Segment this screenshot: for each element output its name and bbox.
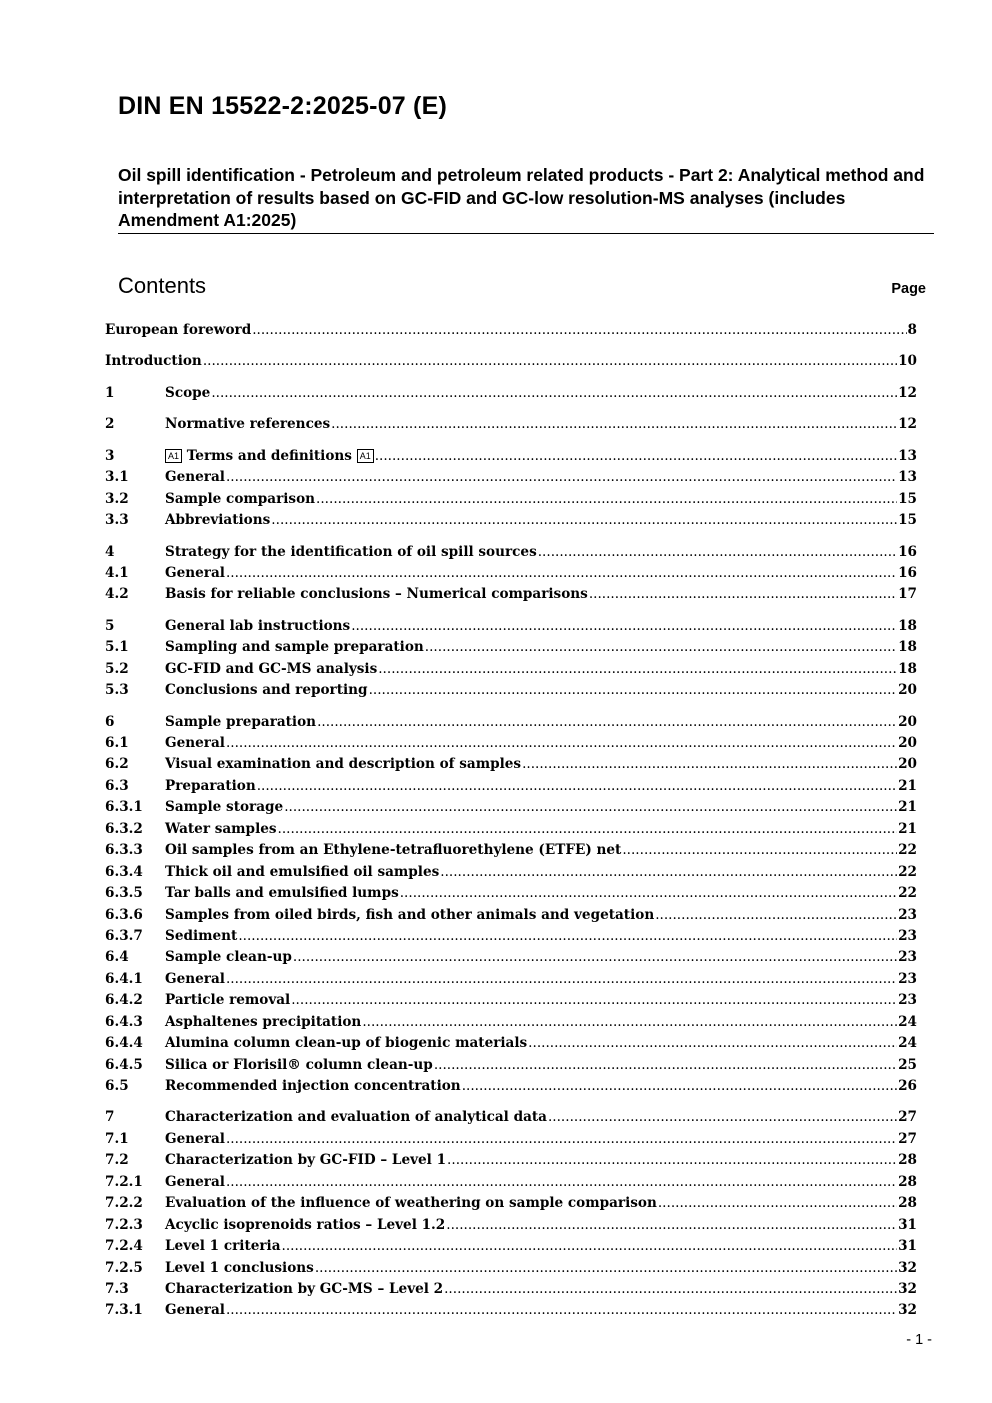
toc-entry-page: 15	[898, 512, 917, 529]
toc-entry-number: 6.5	[105, 1078, 129, 1094]
toc-entry-number: 6.3.4	[105, 863, 143, 880]
toc-entry-number: 3.2	[105, 490, 129, 507]
toc-entry[interactable]	[105, 1172, 917, 1193]
toc-entry[interactable]	[105, 320, 917, 341]
toc-entry-page: 21	[898, 799, 917, 816]
toc-entry-page: 28	[898, 1173, 917, 1190]
toc-entry-title: Sample preparation	[165, 713, 317, 730]
toc-entry[interactable]	[105, 584, 917, 605]
toc-entry-title: Terms and definitions	[186, 447, 352, 464]
toc-entry-page: 24	[898, 1035, 917, 1052]
toc-entry[interactable]	[105, 1129, 917, 1150]
toc-entry-title: Scope	[165, 384, 211, 401]
toc-entry-page: 27	[898, 1130, 917, 1147]
toc-entry-title: GC-FID and GC-MS analysis	[165, 660, 378, 677]
toc-entry-page: 18	[898, 617, 917, 634]
toc-entry[interactable]	[105, 383, 917, 404]
toc-entry-number: 7.2.4	[105, 1238, 143, 1255]
contents-heading: Contents	[118, 273, 207, 298]
toc-entry-page: 17	[898, 586, 917, 603]
toc-entry-number: 6.3.2	[105, 820, 143, 837]
toc-entry[interactable]	[105, 712, 917, 733]
toc-entry-title: General	[165, 1130, 225, 1147]
toc-entry[interactable]	[105, 862, 917, 883]
toc-dot-leader	[226, 1300, 897, 1321]
toc-entry-title-wrap	[165, 1215, 445, 1236]
toc-dot-leader	[440, 862, 897, 883]
toc-dot-leader	[226, 1172, 897, 1193]
toc-entry-title: Strategy for the identification of oil spill sources	[165, 543, 537, 560]
toc-entry-title-wrap	[165, 883, 399, 904]
toc-dot-leader	[522, 754, 897, 775]
toc-entry-title: Asphaltenes precipitation	[165, 1013, 362, 1030]
toc-entry-page: 23	[898, 927, 917, 944]
toc-entry-number: 7.2.5	[105, 1259, 143, 1276]
amendment-end-marker: A1	[357, 449, 374, 463]
toc-dot-leader	[444, 1279, 897, 1300]
toc-entry-title-wrap	[165, 637, 424, 658]
toc-entry-number: 4	[105, 543, 115, 560]
toc-entry-page: 21	[898, 820, 917, 837]
toc-entry-number: 6.3.3	[105, 842, 143, 859]
toc-dot-leader	[226, 467, 897, 488]
toc-dot-leader	[375, 446, 897, 467]
toc-entry[interactable]	[105, 776, 917, 797]
toc-entry-title: Water samples	[165, 820, 277, 837]
toc-dot-leader	[362, 1012, 897, 1033]
toc-entry-title-wrap	[165, 680, 368, 701]
toc-entry-page: 23	[898, 949, 917, 966]
toc-entry-number: 6	[105, 713, 115, 730]
toc-dot-leader	[291, 990, 897, 1011]
toc-entry-title: Sample storage	[165, 799, 284, 816]
toc-entry-number: 7.2.3	[105, 1216, 143, 1233]
toc-entry-title-wrap	[165, 754, 521, 775]
toc-entry-title-wrap	[165, 1076, 461, 1097]
toc-entry[interactable]	[105, 510, 917, 531]
toc-entry-title: Acyclic isoprenoids ratios – Level 1.2	[165, 1216, 446, 1233]
toc-entry-page: 26	[898, 1078, 917, 1094]
toc-entry-page: 16	[898, 543, 917, 560]
toc-dot-leader	[658, 1193, 897, 1214]
toc-entry-title: Tar balls and emulsified lumps	[165, 885, 399, 902]
toc-entry-title: General	[165, 1173, 225, 1190]
toc-dot-leader	[589, 584, 897, 605]
toc-entry-number: 5.3	[105, 682, 129, 699]
toc-entry-title: General lab instructions	[165, 617, 351, 634]
toc-entry-number: 6.1	[105, 735, 129, 751]
toc-entry-page: 22	[898, 885, 917, 902]
toc-entry-title-wrap	[165, 990, 290, 1011]
toc-entry-number: 6.3.7	[105, 927, 143, 944]
toc-entry-page: 31	[898, 1238, 917, 1255]
toc-entry[interactable]	[105, 563, 917, 584]
toc-entry-title: General	[165, 1302, 225, 1319]
toc-entry-page: 27	[898, 1109, 917, 1126]
toc-dot-leader	[238, 926, 897, 947]
toc-entry-title: Introduction	[105, 353, 202, 370]
toc-entry-title-wrap	[165, 840, 621, 861]
toc-entry-title-wrap	[165, 797, 283, 818]
toc-entry-title: Sampling and sample preparation	[165, 639, 424, 656]
toc-entry-number: 7.2	[105, 1152, 129, 1169]
toc-entry-page: 18	[898, 639, 917, 656]
toc-entry-title: General	[165, 469, 225, 486]
toc-entry-title: Level 1 conclusions	[165, 1259, 314, 1276]
toc-entry-title: Alumina column clean-up of biogenic materials	[165, 1035, 528, 1052]
toc-entry-title-wrap	[165, 905, 654, 926]
toc-entry[interactable]	[105, 1193, 917, 1214]
toc-entry[interactable]	[105, 489, 917, 510]
toc-dot-leader	[284, 797, 897, 818]
toc-entry-title-wrap	[165, 659, 377, 680]
toc-entry-title-wrap	[165, 712, 316, 733]
toc-entry-title-wrap	[165, 542, 537, 563]
toc-entry-title-wrap	[165, 414, 330, 435]
toc-entry-title: Level 1 criteria	[165, 1238, 281, 1255]
toc-entry-title-wrap	[165, 776, 256, 797]
toc-entry[interactable]	[105, 637, 917, 658]
toc-entry-page: 18	[898, 660, 917, 677]
toc-entry-title-wrap	[165, 733, 225, 754]
toc-entry-page: 15	[898, 490, 917, 507]
toc-entry-number: 7.3	[105, 1280, 129, 1297]
toc-entry-title: Characterization by GC-FID – Level 1	[165, 1152, 447, 1169]
toc-dot-leader	[528, 1033, 897, 1054]
toc-entry[interactable]	[105, 990, 917, 1011]
toc-entry-title-wrap	[165, 1012, 361, 1033]
toc-entry-page: 16	[898, 564, 917, 581]
toc-entry-number: 7.2.1	[105, 1173, 143, 1190]
toc-dot-leader	[462, 1076, 897, 1097]
toc-dot-leader	[622, 840, 897, 861]
toc-entry-number: 5.1	[105, 639, 129, 656]
toc-entry-page: 25	[898, 1056, 917, 1073]
toc-entry-number: 7.2.2	[105, 1195, 143, 1212]
toc-entry-number: 7	[105, 1109, 115, 1126]
toc-entry-page: 23	[898, 970, 917, 987]
toc-entry[interactable]	[105, 467, 917, 488]
toc-entry-number: 6.4	[105, 949, 129, 966]
toc-entry-number: 6.4.2	[105, 992, 143, 1009]
toc-entry-page: 20	[898, 713, 917, 730]
toc-entry-number: 3	[105, 447, 115, 464]
document-title: Oil spill identification - Petroleum and petroleum related products - Part 2: Analytical method and interpretation of results based on GC-FID and GC-low resolution-MS analyses (includes Amendment A1:2025)	[118, 165, 925, 230]
page-number: - 1 -	[906, 1332, 932, 1348]
toc-entry-title-wrap	[165, 489, 315, 510]
toc-entry-page: 32	[898, 1259, 917, 1276]
toc-entry-page: 23	[898, 992, 917, 1009]
toc-dot-leader	[331, 414, 897, 435]
page-column-label: Page	[891, 281, 926, 297]
toc-entry-title-wrap	[165, 969, 225, 990]
toc-entry[interactable]	[105, 883, 917, 904]
toc-dot-leader	[434, 1055, 897, 1076]
toc-entry-page: 28	[898, 1152, 917, 1169]
toc-entry-page: 12	[898, 384, 917, 401]
toc-entry-page: 22	[898, 863, 917, 880]
toc-entry[interactable]	[105, 446, 917, 467]
toc-entry-title: Sample comparison	[165, 490, 316, 507]
toc-dot-leader	[378, 659, 897, 680]
toc-dot-leader	[226, 969, 897, 990]
toc-dot-leader	[425, 637, 897, 658]
toc-entry-title: General	[165, 970, 225, 987]
toc-entry-title: Sediment	[165, 927, 238, 944]
toc-entry-title-wrap	[165, 1107, 547, 1128]
toc-entry-number: 3.1	[105, 469, 129, 486]
toc-dot-leader	[447, 1150, 897, 1171]
toc-entry-title-wrap	[165, 862, 439, 883]
toc-dot-leader	[278, 819, 898, 840]
toc-entry-number: 6.3.1	[105, 799, 143, 816]
toc-entry-number: 7.3.1	[105, 1302, 143, 1319]
toc-entry-title: Characterization and evaluation of analytical data	[165, 1109, 547, 1126]
toc-entry-title-wrap	[165, 926, 237, 947]
toc-entry-title-wrap	[165, 819, 277, 840]
toc-entry-page: 13	[898, 469, 917, 486]
toc-entry-number: 6.3.6	[105, 906, 143, 923]
toc-dot-leader	[400, 883, 897, 904]
toc-entry[interactable]	[105, 905, 917, 926]
toc-dot-leader	[226, 1129, 897, 1150]
toc-entry-number: 6.4.3	[105, 1013, 143, 1030]
toc-entry-page: 13	[898, 447, 917, 464]
toc-entry[interactable]	[105, 1215, 917, 1236]
toc-entry-title: Abbreviations	[165, 512, 271, 529]
toc-entry-page: 8	[907, 322, 917, 338]
toc-entry-title: Preparation	[165, 777, 256, 794]
toc-entry-page: 21	[898, 777, 917, 794]
toc-entry-page: 32	[898, 1302, 917, 1319]
toc-dot-leader	[317, 712, 897, 733]
toc-entry[interactable]	[105, 1107, 917, 1128]
toc-entry[interactable]	[105, 969, 917, 990]
toc-entry-title-wrap	[165, 1129, 225, 1150]
toc-entry-page: 10	[898, 353, 917, 370]
toc-entry[interactable]	[105, 754, 917, 775]
toc-dot-leader	[257, 776, 897, 797]
toc-entry-title-wrap	[165, 446, 374, 467]
toc-entry-page: 28	[898, 1195, 917, 1212]
toc-entry-title-wrap	[165, 1150, 446, 1171]
toc-entry-title: European foreword	[105, 322, 252, 338]
toc-entry-page: 32	[898, 1280, 917, 1297]
toc-dot-leader	[351, 616, 897, 637]
toc-entry-title-wrap	[165, 1279, 443, 1300]
toc-entry-title-wrap	[165, 616, 350, 637]
toc-dot-leader	[548, 1107, 897, 1128]
toc-entry-title-wrap	[165, 467, 225, 488]
toc-dot-leader	[282, 1236, 898, 1257]
toc-entry-title: Sample clean-up	[165, 949, 292, 966]
toc-entry-number: 6.2	[105, 756, 129, 773]
toc-entry-number: 2	[105, 416, 115, 433]
toc-dot-leader	[203, 351, 897, 372]
toc-dot-leader	[252, 320, 906, 341]
toc-entry-title-wrap	[165, 1258, 314, 1279]
toc-entry[interactable]	[105, 1012, 917, 1033]
toc-entry-page: 20	[898, 756, 917, 773]
toc-dot-leader	[538, 542, 897, 563]
toc-entry-page: 20	[898, 735, 917, 751]
toc-entry[interactable]	[105, 1236, 917, 1257]
toc-dot-leader	[316, 489, 897, 510]
toc-entry-page: 12	[898, 416, 917, 433]
toc-entry-title: Normative references	[165, 416, 331, 433]
toc-entry-title: Silica or Florisil® column clean-up	[165, 1056, 433, 1073]
toc-entry-number: 5	[105, 617, 115, 634]
toc-entry-title: Thick oil and emulsified oil samples	[165, 863, 440, 880]
toc-entry[interactable]	[105, 1150, 917, 1171]
toc-entry-title-wrap	[165, 510, 270, 531]
toc-entry-title-wrap	[165, 1236, 281, 1257]
toc-entry-title-wrap	[165, 1193, 657, 1214]
toc-dot-leader	[271, 510, 897, 531]
toc-entry[interactable]	[105, 1300, 917, 1321]
toc-entry-page: 22	[898, 842, 917, 859]
toc-entry-title: Characterization by GC-MS – Level 2	[165, 1280, 444, 1297]
title-rule	[118, 233, 934, 234]
toc-entry-number: 4.1	[105, 564, 129, 581]
toc-entry-title: General	[165, 564, 225, 581]
toc-entry-number: 6.4.5	[105, 1056, 143, 1073]
toc-entry-title: General	[165, 735, 225, 751]
toc-entry-title: Basis for reliable conclusions – Numerical comparisons	[165, 586, 588, 603]
toc-entry-title: Samples from oiled birds, fish and other animals and vegetation	[165, 906, 655, 923]
toc-entry-number: 3.3	[105, 512, 129, 529]
toc-entry-number: 6.3.5	[105, 885, 143, 902]
toc-entry-title: Particle removal	[165, 992, 291, 1009]
toc-entry-title-wrap	[165, 584, 588, 605]
toc-entry-title-wrap	[105, 320, 251, 341]
toc-dot-leader	[211, 383, 897, 404]
toc-entry[interactable]	[105, 1076, 917, 1097]
toc-entry-title-wrap	[165, 947, 292, 968]
toc-entry-title: Evaluation of the influence of weathering on sample comparison	[165, 1195, 657, 1212]
toc-entry[interactable]	[105, 797, 917, 818]
toc-entry-page: 24	[898, 1013, 917, 1030]
toc-entry[interactable]	[105, 840, 917, 861]
toc-entry-title-wrap	[165, 383, 210, 404]
toc-entry-number: 6.4.4	[105, 1035, 143, 1052]
toc-dot-leader	[226, 733, 897, 754]
toc-dot-leader	[226, 563, 897, 584]
toc-entry-title-wrap	[165, 1300, 225, 1321]
toc-entry[interactable]	[105, 542, 917, 563]
amendment-start-marker: A1	[165, 449, 182, 463]
toc-entry-title: Conclusions and reporting	[165, 682, 368, 699]
toc-entry-title-wrap	[165, 1055, 433, 1076]
toc-entry[interactable]	[105, 1055, 917, 1076]
toc-entry[interactable]	[105, 926, 917, 947]
toc-entry-number: 4.2	[105, 586, 129, 603]
toc-entry[interactable]	[105, 1033, 917, 1054]
toc-entry[interactable]	[105, 1279, 917, 1300]
toc-entry[interactable]	[105, 819, 917, 840]
toc-entry-page: 31	[898, 1216, 917, 1233]
toc-entry-title: Visual examination and description of samples	[165, 756, 522, 773]
toc-entry[interactable]	[105, 733, 917, 754]
toc-entry-number: 7.1	[105, 1130, 129, 1147]
toc-entry-number: 6.4.1	[105, 970, 143, 987]
toc-entry-title-wrap	[165, 1172, 225, 1193]
toc-entry-page: 23	[898, 906, 917, 923]
toc-entry-title-wrap	[165, 1033, 527, 1054]
toc-entry[interactable]	[105, 1258, 917, 1279]
toc-entry-title-wrap	[105, 351, 202, 372]
toc-entry-number: 1	[105, 384, 115, 401]
toc-entry-number: 5.2	[105, 660, 129, 677]
table-of-contents	[105, 320, 917, 1322]
toc-entry-title-wrap	[165, 563, 225, 584]
toc-entry[interactable]	[105, 680, 917, 701]
toc-entry[interactable]	[105, 659, 917, 680]
document-id: DIN EN 15522-2:2025-07 (E)	[118, 92, 447, 120]
toc-dot-leader	[315, 1258, 897, 1279]
toc-entry-page: 20	[898, 682, 917, 699]
toc-dot-leader	[446, 1215, 897, 1236]
toc-entry[interactable]	[105, 947, 917, 968]
toc-entry[interactable]	[105, 351, 917, 372]
toc-dot-leader	[369, 680, 898, 701]
toc-dot-leader	[655, 905, 897, 926]
toc-entry-title: Oil samples from an Ethylene-tetrafluorethylene (ETFE) net	[165, 842, 622, 859]
toc-entry[interactable]	[105, 414, 917, 435]
toc-entry-number: 6.3	[105, 777, 129, 794]
toc-entry[interactable]	[105, 616, 917, 637]
toc-entry-title: Recommended injection concentration	[165, 1078, 461, 1094]
toc-dot-leader	[293, 947, 897, 968]
